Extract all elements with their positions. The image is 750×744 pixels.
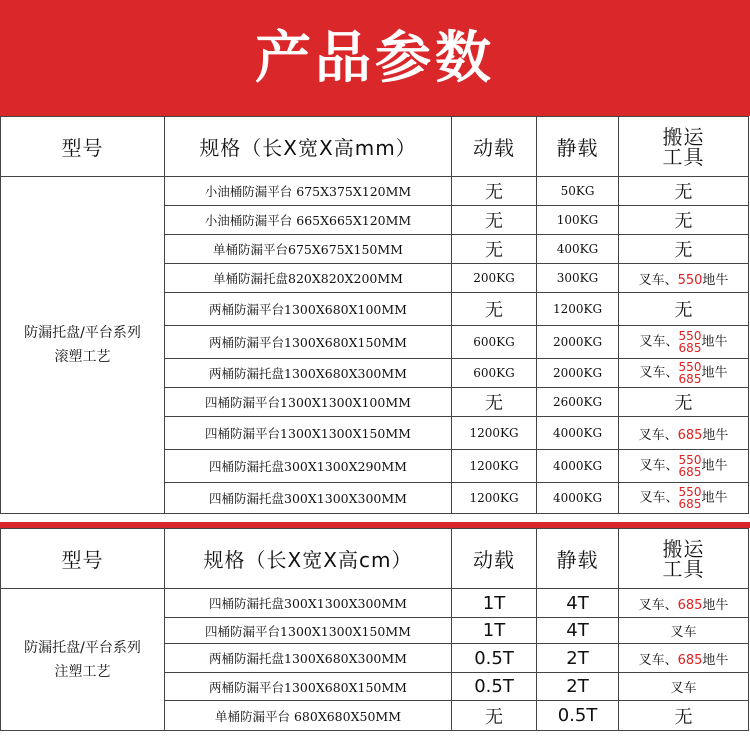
dynamic-load-cell: 600KG <box>452 326 537 359</box>
tool-prefix: 叉车、 <box>639 458 679 474</box>
tool-prefix: 叉车、 <box>638 597 678 613</box>
product-table-rotomolded <box>0 116 749 514</box>
tool-cell <box>619 673 749 701</box>
dynamic-load-cell: 无 <box>452 701 537 731</box>
tool-value: 无 <box>674 706 693 728</box>
tool-models <box>679 454 702 478</box>
tool-cell <box>619 483 749 514</box>
tool-cell <box>619 450 749 483</box>
dynamic-load-cell: 600KG <box>452 359 537 388</box>
tool-cell <box>619 293 749 326</box>
product-table-injection <box>0 528 749 731</box>
tool-model: 685 <box>677 427 703 443</box>
category-process: 注塑工艺 <box>54 663 111 680</box>
tool-cell <box>619 388 749 417</box>
static-load-cell: 400KG <box>537 235 619 264</box>
static-load-cell: 2T <box>537 673 619 701</box>
category-cell <box>1 589 165 731</box>
tool-prefix: 叉车、 <box>639 490 679 506</box>
tool-models <box>679 486 702 510</box>
tool-prefix: 叉车、 <box>639 334 679 350</box>
static-load-cell: 4000KG <box>537 483 619 514</box>
header-spec: 规格（长X宽X高mm） <box>165 117 452 177</box>
spec-cell: 小油桶防漏平台 675X375X120MM <box>165 177 452 206</box>
static-load-cell: 2000KG <box>537 326 619 359</box>
tool-cell <box>619 206 749 235</box>
tool-model: 685 <box>678 341 702 355</box>
tool-value: 叉车 <box>670 625 697 640</box>
spec-cell: 两桶防漏托盘1300X680X300MM <box>165 359 452 388</box>
dynamic-load-cell: 无 <box>452 235 537 264</box>
spec-cell: 两桶防漏平台1300X680X150MM <box>165 326 452 359</box>
tool-cell <box>619 177 749 206</box>
category-cell <box>1 177 165 514</box>
spec-cell: 四桶防漏平台1300X1300X150MM <box>165 618 452 644</box>
spec-cell: 四桶防漏平台1300X1300X150MM <box>165 417 452 450</box>
static-load-cell: 2T <box>537 644 619 673</box>
header-tool: 搬运 工具 <box>619 117 749 177</box>
tool-model: 550 <box>678 360 702 374</box>
dynamic-load-cell: 1200KG <box>452 417 537 450</box>
page-title: 产品参数 <box>255 26 495 91</box>
spec-cell: 四桶防漏平台1300X1300X100MM <box>165 388 452 417</box>
tool-value: 无 <box>674 240 693 261</box>
header-static-load: 静载 <box>537 117 619 177</box>
static-load-cell: 1200KG <box>537 293 619 326</box>
table-header-row <box>1 117 749 177</box>
spec-cell: 单桶防漏平台 680X680X50MM <box>165 701 452 731</box>
tool-model: 550 <box>678 453 702 467</box>
spec-cell: 小油桶防漏平台 665X665X120MM <box>165 206 452 235</box>
header-model: 型号 <box>1 117 165 177</box>
dynamic-load-cell: 无 <box>452 177 537 206</box>
static-load-cell: 4000KG <box>537 417 619 450</box>
static-load-cell: 4T <box>537 589 619 618</box>
tool-models <box>679 361 702 385</box>
header-static-load: 静载 <box>537 529 619 589</box>
divider <box>0 108 750 116</box>
tool-suffix: 地牛 <box>702 652 729 668</box>
tool-cell <box>619 644 749 673</box>
tool-cell <box>619 264 749 293</box>
header-dynamic-load: 动载 <box>452 529 537 589</box>
tool-prefix: 叉车、 <box>638 652 678 668</box>
dynamic-load-cell: 0.5T <box>452 644 537 673</box>
static-load-cell: 50KG <box>537 177 619 206</box>
tool-model: 685 <box>678 372 702 386</box>
spec-cell: 四桶防漏托盘300X1300X300MM <box>165 589 452 618</box>
static-load-cell: 4T <box>537 618 619 644</box>
tool-suffix: 地牛 <box>701 458 728 474</box>
tool-suffix: 地牛 <box>701 365 728 381</box>
tool-model: 685 <box>677 597 703 613</box>
tool-cell <box>619 359 749 388</box>
tool-suffix: 地牛 <box>701 334 728 350</box>
spec-cell: 单桶防漏平台675X675X150MM <box>165 235 452 264</box>
static-load-cell: 0.5T <box>537 701 619 731</box>
header-tool: 搬运 工具 <box>619 529 749 589</box>
tool-prefix: 叉车、 <box>638 427 678 443</box>
tool-cell <box>619 701 749 731</box>
dynamic-load-cell: 无 <box>452 388 537 417</box>
tool-model: 685 <box>678 465 702 479</box>
tool-prefix: 叉车、 <box>638 272 678 288</box>
tool-model: 550 <box>677 272 703 288</box>
tool-value: 无 <box>674 182 693 203</box>
header-dynamic-load: 动载 <box>452 117 537 177</box>
static-load-cell: 100KG <box>537 206 619 235</box>
dynamic-load-cell: 1200KG <box>452 450 537 483</box>
dynamic-load-cell: 1T <box>452 618 537 644</box>
tool-suffix: 地牛 <box>702 427 729 443</box>
tool-cell <box>619 618 749 644</box>
title-banner <box>0 0 750 108</box>
tool-value: 无 <box>674 300 693 321</box>
spec-cell: 两桶防漏平台1300X680X100MM <box>165 293 452 326</box>
dynamic-load-cell: 1T <box>452 589 537 618</box>
tool-models <box>679 330 702 354</box>
tool-prefix: 叉车、 <box>639 365 679 381</box>
static-load-cell: 2000KG <box>537 359 619 388</box>
spec-cell: 两桶防漏托盘1300X680X300MM <box>165 644 452 673</box>
tool-cell <box>619 417 749 450</box>
category-process: 滚塑工艺 <box>54 349 111 365</box>
dynamic-load-cell: 200KG <box>452 264 537 293</box>
category-series: 防漏托盘/平台系列 <box>24 325 141 341</box>
tool-cell <box>619 326 749 359</box>
tool-cell <box>619 589 749 618</box>
tool-model: 685 <box>677 652 703 668</box>
tool-model: 550 <box>678 485 702 499</box>
dynamic-load-cell: 无 <box>452 206 537 235</box>
dynamic-load-cell: 无 <box>452 293 537 326</box>
tool-cell <box>619 235 749 264</box>
tool-model: 685 <box>678 497 702 511</box>
table-header-row <box>1 529 749 589</box>
tool-suffix: 地牛 <box>702 597 729 613</box>
table-row <box>1 177 749 206</box>
dynamic-load-cell: 0.5T <box>452 673 537 701</box>
tool-value: 无 <box>674 393 693 414</box>
header-spec: 规格（长X宽X高cm） <box>165 529 452 589</box>
spec-cell: 四桶防漏托盘300X1300X290MM <box>165 450 452 483</box>
tool-suffix: 地牛 <box>702 272 729 288</box>
header-model: 型号 <box>1 529 165 589</box>
tool-value: 无 <box>674 211 693 232</box>
static-load-cell: 4000KG <box>537 450 619 483</box>
spec-cell: 四桶防漏托盘300X1300X300MM <box>165 483 452 514</box>
spec-cell: 单桶防漏托盘820X820X200MM <box>165 264 452 293</box>
tool-value: 叉车 <box>670 681 697 696</box>
category-series: 防漏托盘/平台系列 <box>24 639 141 656</box>
static-load-cell: 2600KG <box>537 388 619 417</box>
tool-model: 550 <box>678 329 702 343</box>
static-load-cell: 300KG <box>537 264 619 293</box>
tool-suffix: 地牛 <box>701 490 728 506</box>
spec-cell: 两桶防漏平台1300X680X150MM <box>165 673 452 701</box>
table-row <box>1 589 749 618</box>
dynamic-load-cell: 1200KG <box>452 483 537 514</box>
